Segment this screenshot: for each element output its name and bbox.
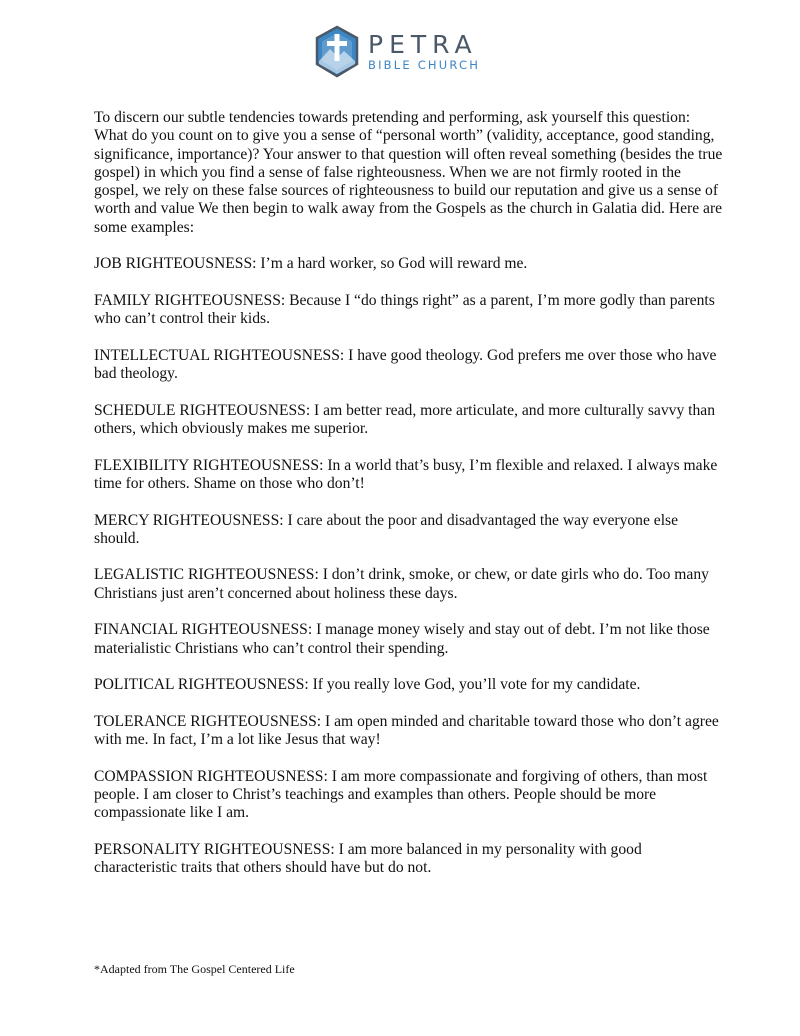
list-item: LEGALISTIC RIGHTEOUSNESS: I don’t drink, smoke, or chew, or date girls who do. Too many Christians just aren’t concerned about holiness these days.	[94, 566, 709, 602]
list-item: FLEXIBILITY RIGHTEOUSNESS: In a world that’s busy, I’m flexible and relaxed. I always make time for others. Shame on those who don’t!	[94, 456, 718, 492]
list-item: MERCY RIGHTEOUSNESS: I care about the poor and disadvantaged the way everyone else should.	[94, 511, 679, 547]
intro-paragraph: To discern our subtle tendencies towards pretending and performing, ask yourself this question: What do you count on to give you a sense of “personal worth” (validity, acceptance, good standing, significance, importance)? Your answer to that question will often reveal something (besides the true gospel) in which you find a sense of false righteousness. When we are not firmly rooted in the gospel, we rely on these false sources of righteousness to build our reputation and give us a sense of worth and value We then begin to walk away from the Gospels as the church in Galatia did. Here are some examples:	[94, 109, 723, 236]
footnote: *Adapted from The Gospel Centered Life	[94, 962, 295, 976]
list-item: INTELLECTUAL RIGHTEOUSNESS: I have good theology. God prefers me over those who have bad theology.	[94, 346, 717, 383]
list-item: FAMILY RIGHTEOUSNESS: Because I “do things right” as a parent, I’m more godly than parents who can’t control their kids.	[94, 291, 715, 328]
list-item: POLITICAL RIGHTEOUSNESS: If you really love God, you’ll vote for my candidate.	[94, 676, 641, 694]
logo-name: PETRA	[368, 30, 478, 60]
logo-subtitle: BIBLE CHURCH	[368, 58, 481, 73]
list-item: SCHEDULE RIGHTEOUSNESS: I am better read, more articulate, and more culturally savvy than others, which obviously makes me superior.	[94, 401, 715, 438]
list-item: PERSONALITY RIGHTEOUSNESS: I am more balanced in my personality with good characteristic traits that others should have but do not.	[94, 840, 642, 877]
list-item: JOB RIGHTEOUSNESS: I’m a hard worker, so God will reward me.	[94, 255, 528, 273]
body-text	[94, 109, 724, 896]
list-item: COMPASSION RIGHTEOUSNESS: I am more compassionate and forgiving of others, than most people. I am closer to Christ’s teachings and examples than others. People should be more compassionate like I am.	[94, 767, 708, 822]
cross-hexagon-logo-icon	[314, 25, 360, 79]
list-item: FINANCIAL RIGHTEOUSNESS: I manage money wisely and stay out of debt. I’m not like those materialistic Christians who can’t control their spending.	[94, 621, 710, 657]
church-logo	[314, 24, 480, 80]
list-item: TOLERANCE RIGHTEOUSNESS: I am open minded and charitable toward those who don’t agree with me. In fact, I’m a lot like Jesus that way!	[94, 712, 719, 749]
